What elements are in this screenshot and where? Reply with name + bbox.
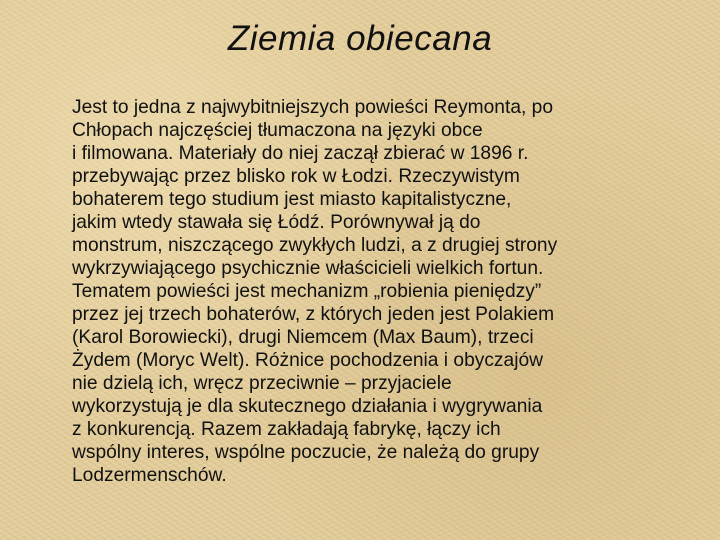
body-line: wykorzystują je dla skutecznego działania i wygrywania — [72, 396, 543, 417]
slide-body-text — [72, 96, 704, 487]
body-line: przebywając przez blisko rok w Łodzi. Rzeczywistym — [72, 166, 520, 187]
body-line: wykrzywiającego psychicznie właścicieli wielkich fortun. — [72, 258, 544, 279]
body-line: i filmowana. Materiały do niej zaczął zbierać w 1896 r. — [72, 143, 529, 164]
body-line: Żydem (Moryc Welt). Różnice pochodzenia i obyczajów — [72, 350, 543, 371]
body-line: (Karol Borowiecki), drugi Niemcem (Max Baum), trzeci — [72, 327, 534, 348]
body-line: Chłopach najczęściej tłumaczona na języki obce — [72, 120, 483, 141]
slide-title: Ziemia obiecana — [227, 19, 493, 58]
body-line: Lodzermenschów. — [72, 465, 227, 486]
body-line: monstrum, niszczącego zwykłych ludzi, a z drugiej strony — [72, 235, 558, 256]
body-line: z konkurencją. Razem zakładają fabrykę, łączy ich — [72, 419, 501, 440]
body-line: wspólny interes, wspólne poczucie, że należą do grupy — [72, 442, 540, 463]
body-line: Tematem powieści jest mechanizm „robienia pieniędzy” — [72, 281, 542, 302]
body-line: nie dzielą ich, wręcz przeciwnie – przyjaciele — [72, 373, 452, 394]
body-line: jakim wtedy stawała się Łódź. Porównywał ją do — [72, 212, 481, 233]
body-line: przez jej trzech bohaterów, z których jeden jest Polakiem — [72, 304, 555, 325]
body-line: bohaterem tego studium jest miasto kapitalistyczne, — [72, 189, 512, 210]
body-line: Jest to jedna z najwybitniejszych powieści Reymonta, po — [72, 97, 553, 118]
